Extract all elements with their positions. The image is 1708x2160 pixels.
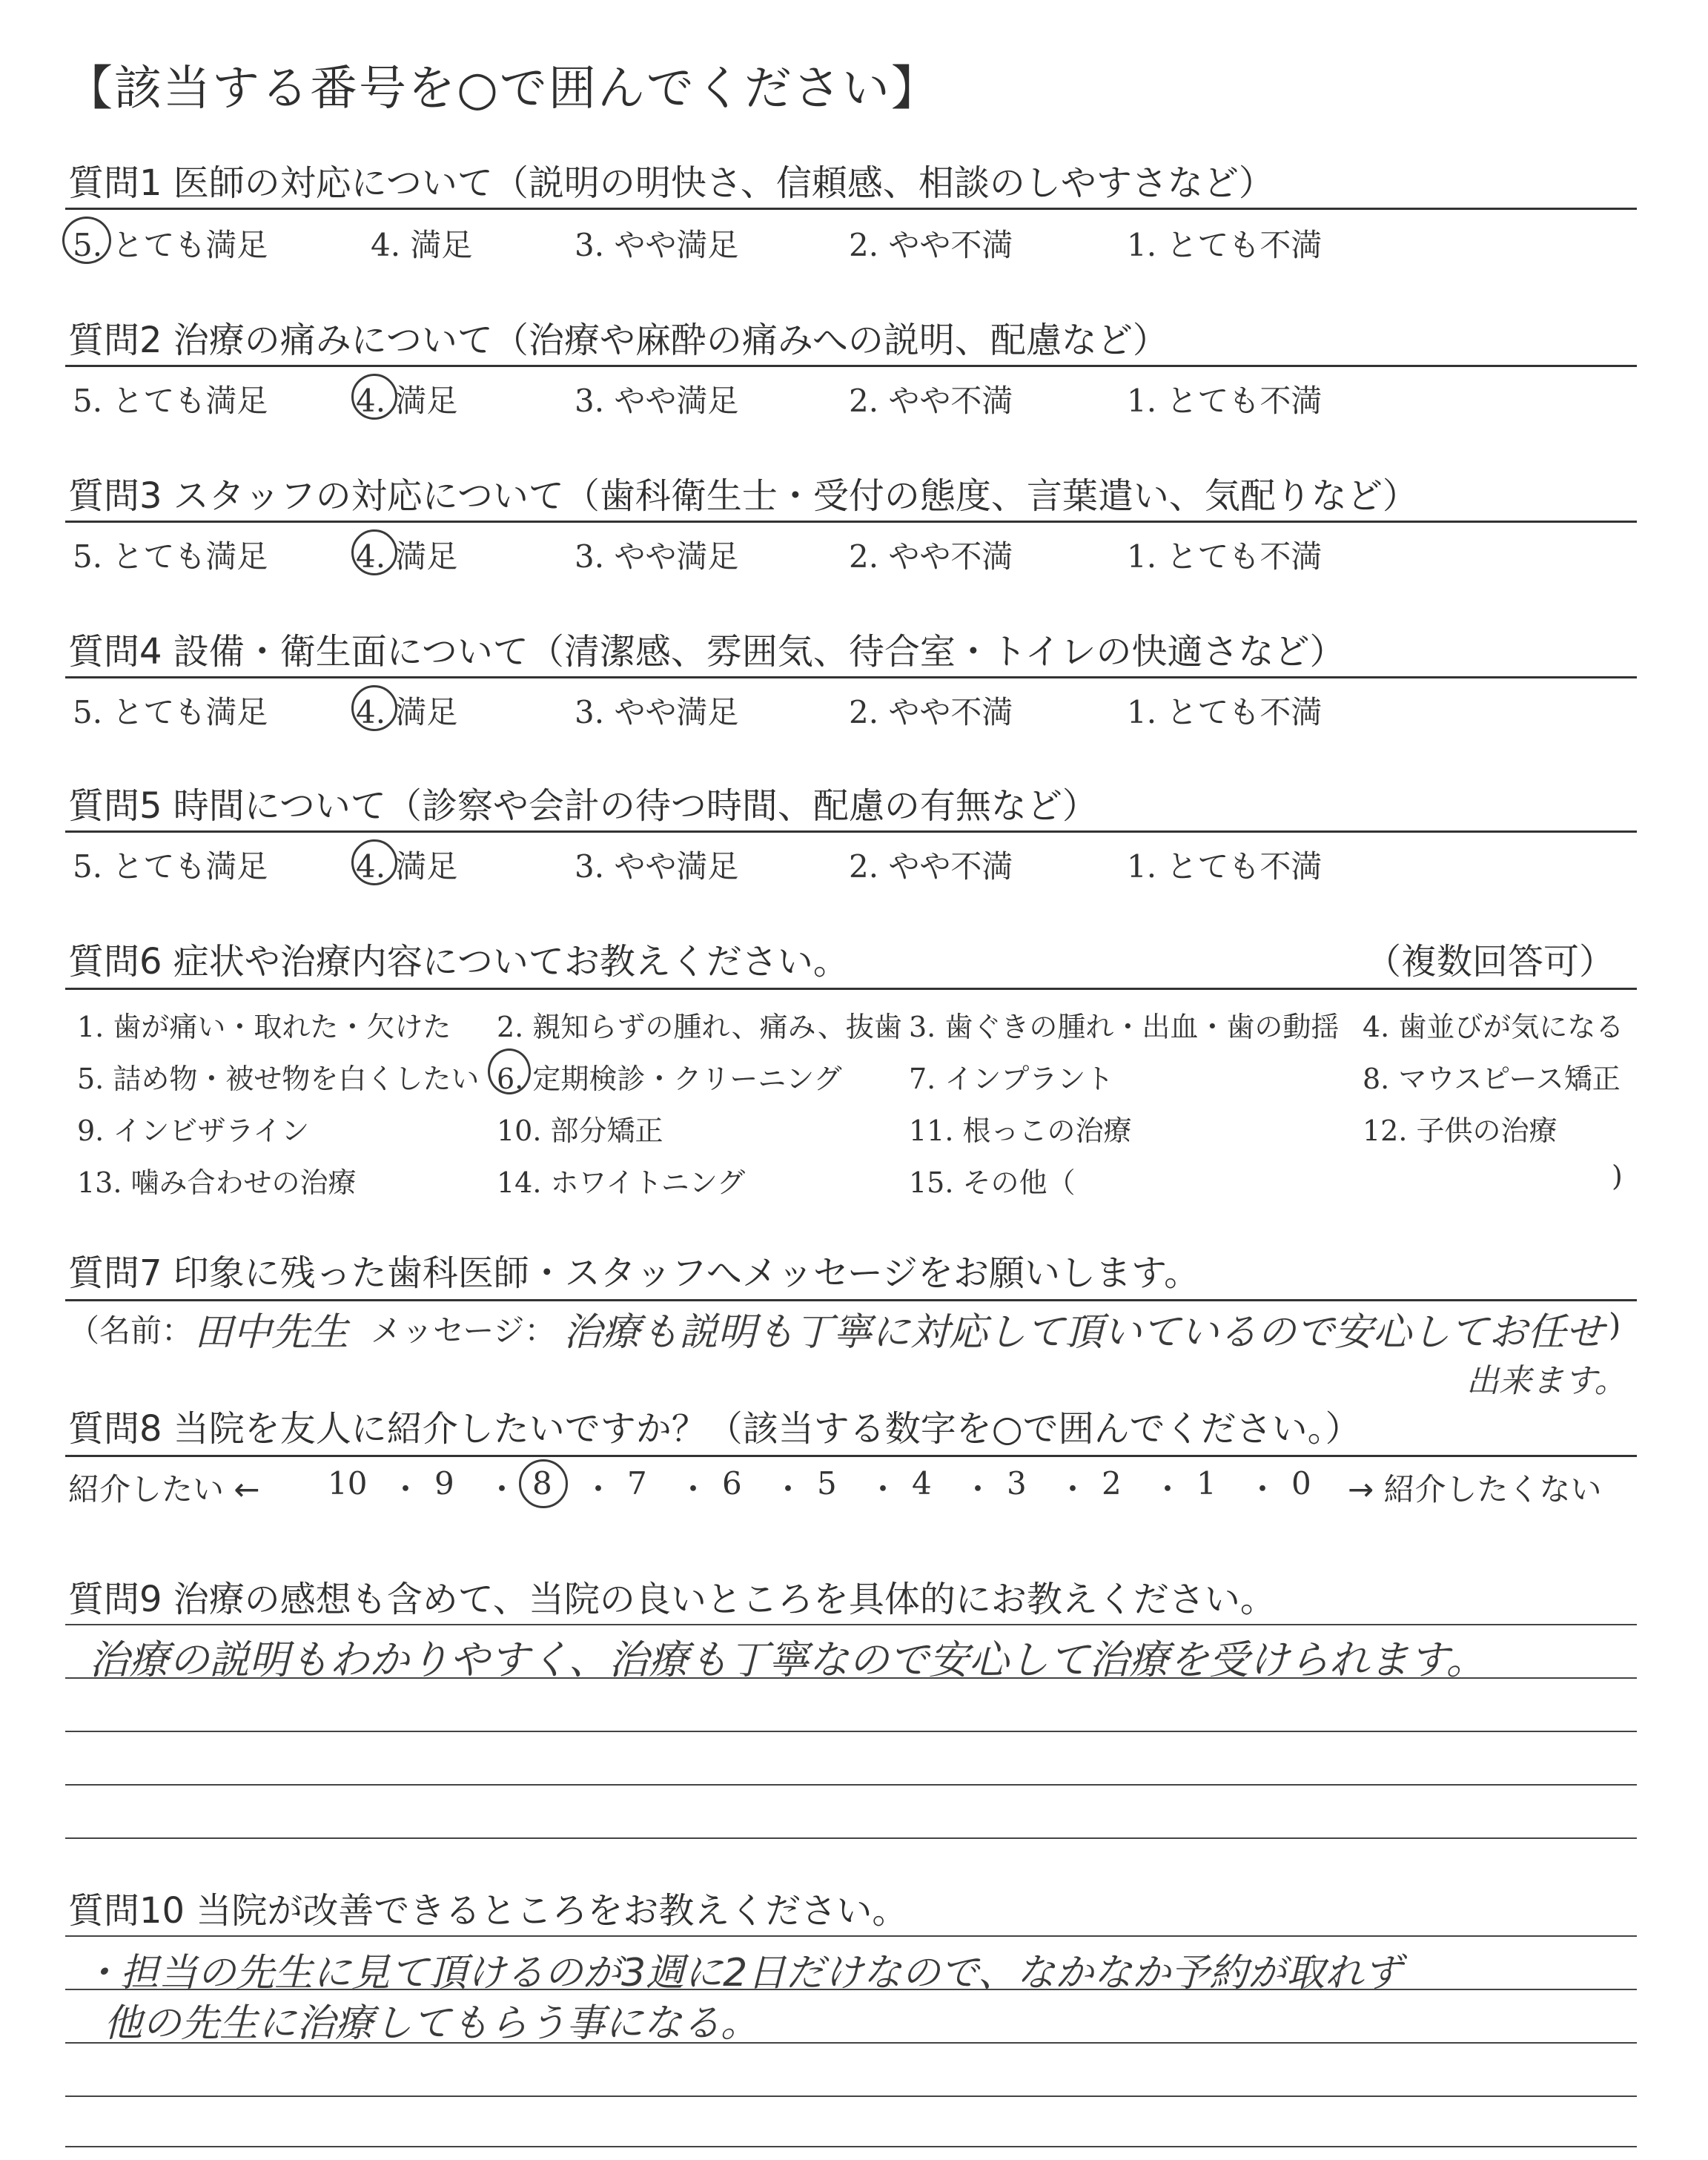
scale-option-7[interactable]: 7 — [627, 1465, 647, 1502]
selection-circle — [62, 217, 111, 264]
rating-option-3[interactable]: 3. やや満足 — [575, 848, 739, 885]
rating-option-5[interactable]: 5. とても満足 — [73, 694, 268, 730]
scale-option-0[interactable]: 0 — [1291, 1465, 1311, 1502]
scale-separator: ・ — [1247, 1471, 1279, 1507]
rating-option-1[interactable]: 1. とても不満 — [1127, 227, 1323, 263]
rating-option-2[interactable]: 2. やや不満 — [849, 694, 1013, 730]
question-label: 質問10 当院が改善できるところをお教えください。 — [68, 1890, 908, 1932]
divider — [65, 676, 1637, 678]
divider — [65, 365, 1637, 367]
symptom-option[interactable]: 6. 定期検診・クリーニング — [497, 1063, 842, 1095]
question-label: 質問2 治療の痛みについて（治療や麻酔の痛みへの説明、配慮など） — [68, 320, 1168, 361]
rating-option-3[interactable]: 3. やや満足 — [575, 694, 739, 730]
scale-separator: ・ — [1057, 1471, 1089, 1507]
scale-separator: ・ — [772, 1471, 804, 1507]
answer-line — [65, 2146, 1637, 2147]
answer-text[interactable]: 治療の説明もわかりやすく、治療も丁寧なので安心して治療を受けられます。 — [89, 1636, 1486, 1683]
scale-separator: ・ — [390, 1471, 422, 1507]
symptom-option[interactable]: 4. 歯並びが気になる — [1363, 1011, 1624, 1043]
rating-option-3[interactable]: 3. やや満足 — [575, 383, 739, 419]
symptom-option[interactable]: 8. マウスピース矯正 — [1363, 1063, 1621, 1095]
rating-option-5[interactable]: 5. とても満足 — [73, 538, 268, 575]
answer-line — [65, 1935, 1637, 1937]
name-value[interactable]: 田中先生 — [194, 1310, 349, 1355]
scale-left-label: 紹介したい ← — [68, 1471, 260, 1507]
selection-circle — [351, 839, 397, 885]
scale-separator: ・ — [486, 1471, 518, 1507]
scale-separator: ・ — [962, 1471, 994, 1507]
symptom-option[interactable]: 7. インプラント — [909, 1063, 1114, 1095]
divider — [65, 521, 1637, 523]
question-label: 質問5 時間について（診察や会計の待つ時間、配慮の有無など） — [68, 785, 1098, 827]
symptom-option[interactable]: 11. 根っこの治療 — [909, 1114, 1132, 1147]
answer-line — [65, 2042, 1637, 2044]
rating-option-1[interactable]: 1. とても不満 — [1127, 538, 1323, 575]
scale-option-2[interactable]: 2 — [1102, 1465, 1122, 1502]
selection-circle — [351, 529, 397, 575]
question-label: 質問7 印象に残った歯科医師・スタッフへメッセージをお願いします。 — [68, 1252, 1200, 1294]
scale-separator: ・ — [678, 1471, 709, 1507]
message-value-cont[interactable]: 出来ます。 — [1466, 1362, 1627, 1400]
answer-line — [65, 1784, 1637, 1786]
question-label: 質問4 設備・衛生面について（清潔感、雰囲気、待合室・トイレの快適さなど） — [68, 631, 1345, 673]
rating-option-2[interactable]: 2. やや不満 — [849, 538, 1013, 575]
scale-option-6[interactable]: 6 — [722, 1465, 742, 1502]
scale-right-label: → 紹介したくない — [1348, 1471, 1602, 1507]
answer-line — [65, 1624, 1637, 1625]
selection-circle — [519, 1459, 568, 1508]
other-close-paren: ) — [1612, 1160, 1623, 1192]
divider — [65, 208, 1637, 210]
question-label: 質問6 症状や治療内容についてお教えください。 — [68, 941, 849, 982]
symptom-option[interactable]: 5. 詰め物・被せ物を白くしたい — [77, 1063, 480, 1095]
symptom-option[interactable]: 10. 部分矯正 — [497, 1114, 663, 1147]
scale-option-1[interactable]: 1 — [1196, 1465, 1217, 1502]
rating-option-5[interactable]: 5. とても満足 — [73, 848, 268, 885]
rating-option-1[interactable]: 1. とても不満 — [1127, 848, 1323, 885]
rating-option-4[interactable]: 4. 満足 — [356, 538, 458, 575]
message-value[interactable]: 治療も説明も丁寧に対応して頂いているので安心してお任せ — [563, 1310, 1605, 1355]
rating-option-4[interactable]: 4. 満足 — [356, 848, 458, 885]
question-label: 質問9 治療の感想も含めて、当院の良いところを具体的にお教えください。 — [68, 1579, 1276, 1620]
rating-option-3[interactable]: 3. やや満足 — [575, 538, 739, 575]
symptom-option[interactable]: 12. 子供の治療 — [1363, 1114, 1558, 1147]
message-close-paren: ) — [1609, 1307, 1621, 1343]
rating-option-2[interactable]: 2. やや不満 — [849, 227, 1013, 263]
scale-separator: ・ — [867, 1471, 899, 1507]
answer-line — [65, 1837, 1637, 1839]
question-label: 質問1 医師の対応について（説明の明快さ、信頼感、相談のしやすさなど） — [68, 162, 1274, 204]
answer-line — [65, 1677, 1637, 1679]
question-label: 質問3 スタッフの対応について（歯科衛生士・受付の態度、言葉遣い、気配りなど） — [68, 475, 1418, 517]
divider — [65, 1455, 1637, 1457]
answer-text[interactable]: ・担当の先生に見て頂けるのが3週に2日だけなので、なかなか予約が取れず — [82, 1951, 1403, 1995]
divider — [65, 830, 1637, 833]
rating-option-2[interactable]: 2. やや不満 — [849, 383, 1013, 419]
rating-option-5[interactable]: 5. とても満足 — [73, 383, 268, 419]
scale-option-8[interactable]: 8 — [532, 1465, 552, 1502]
scale-option-3[interactable]: 3 — [1007, 1465, 1027, 1502]
rating-option-1[interactable]: 1. とても不満 — [1127, 383, 1323, 419]
selection-circle — [351, 374, 397, 420]
rating-option-4[interactable]: 4. 満足 — [356, 694, 458, 730]
scale-option-10[interactable]: 10 — [328, 1465, 368, 1502]
selection-circle — [488, 1048, 531, 1094]
scale-separator: ・ — [1152, 1471, 1184, 1507]
rating-option-4[interactable]: 4. 満足 — [371, 227, 473, 263]
scale-separator: ・ — [583, 1471, 615, 1507]
message-label: メッセージ： — [371, 1312, 556, 1349]
scale-option-5[interactable]: 5 — [817, 1465, 837, 1502]
rating-option-5[interactable]: 5. とても満足 — [73, 227, 268, 263]
scale-option-9[interactable]: 9 — [434, 1465, 454, 1502]
answer-text-cont[interactable]: 他の先生に治療してもらう事になる。 — [104, 2001, 760, 2046]
symptom-option[interactable]: 3. 歯ぐきの腫れ・出血・歯の動揺 — [909, 1011, 1340, 1043]
answer-line — [65, 1989, 1637, 1990]
question-label: 質問8 当院を友人に紹介したいですか？（該当する数字を○で囲んでください。） — [68, 1408, 1361, 1450]
symptom-option[interactable]: 13. 噛み合わせの治療 — [77, 1166, 357, 1199]
rating-option-3[interactable]: 3. やや満足 — [575, 227, 739, 263]
rating-option-1[interactable]: 1. とても不満 — [1127, 694, 1323, 730]
name-label: （名前： — [68, 1312, 193, 1349]
scale-option-4[interactable]: 4 — [912, 1465, 932, 1502]
symptom-option[interactable]: 15. その他（ — [909, 1166, 1076, 1199]
selection-circle — [351, 685, 397, 731]
rating-option-2[interactable]: 2. やや不満 — [849, 848, 1013, 885]
page-title: 【該当する番号を○で囲んでください】 — [65, 62, 940, 116]
symptom-option[interactable]: 9. インビザライン — [77, 1114, 310, 1147]
answer-line — [65, 2095, 1637, 2097]
divider — [65, 988, 1637, 990]
rating-option-4[interactable]: 4. 満足 — [356, 383, 458, 419]
symptom-option[interactable]: 1. 歯が痛い・取れた・欠けた — [77, 1011, 451, 1043]
symptom-option[interactable]: 2. 親知らずの腫れ、痛み、抜歯 — [497, 1011, 902, 1043]
answer-line — [65, 1731, 1637, 1732]
symptom-option[interactable]: 14. ホワイトニング — [497, 1166, 746, 1199]
question-note: （複数回答可） — [1366, 941, 1615, 982]
